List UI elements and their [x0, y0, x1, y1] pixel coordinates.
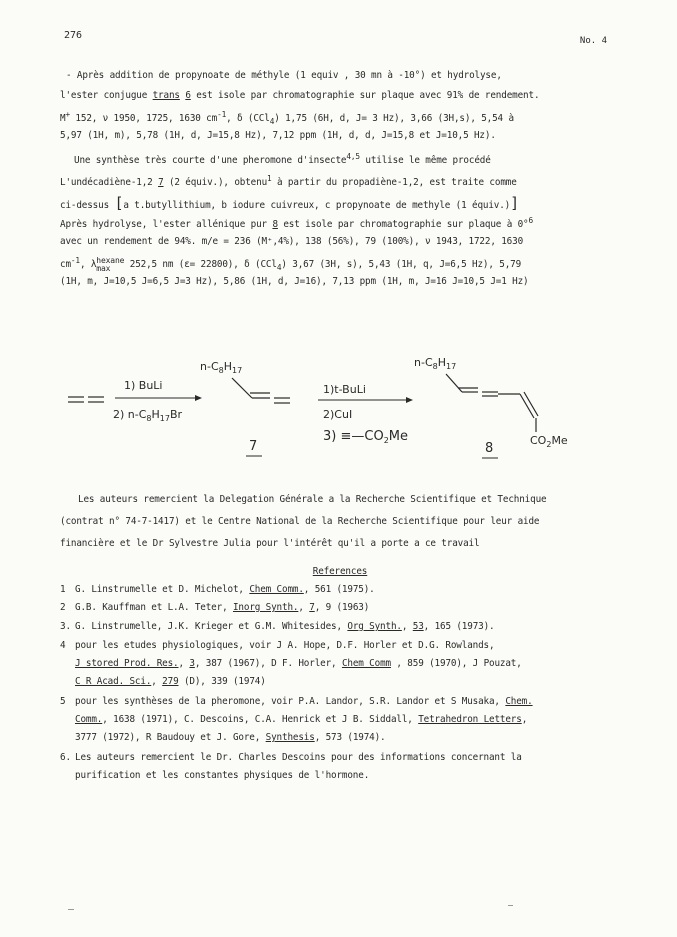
ref-4-pages-3: (D), 339 (1974) — [178, 676, 266, 687]
sub2-sub1: 8 — [432, 362, 438, 371]
ref-4-line2 — [75, 658, 522, 669]
sub1-sub2: 17 — [232, 366, 243, 375]
allene-start — [68, 397, 104, 402]
compound-7-substituent — [200, 360, 242, 375]
ref-2-text — [75, 602, 369, 613]
p2-line4-post: est isole par chromatographie sur plaque à 0° — [277, 219, 529, 231]
ref-4-mid: , 387 (1967), D F. Horler, — [194, 658, 342, 669]
p1-line2-pre: l'ester conjugue — [60, 90, 153, 101]
sub2-pre: n-C — [414, 356, 433, 369]
nmr2-solvent-sub: 4 — [276, 262, 282, 272]
ref-2-volume: 7 — [309, 602, 315, 613]
reaction-arrow-2 — [318, 397, 413, 403]
step1-reagent-2 — [113, 408, 183, 423]
compound-7-label: 7 — [249, 439, 258, 454]
p1-line1: - Après addition de propynoate de méthyle (1 equiv , 30 mn à -10°) et hydrolyse, — [66, 70, 502, 81]
p2-line2-post: à partir du propadiène-1,2, est traite comme — [271, 177, 517, 189]
ref-1: 1 — [267, 174, 272, 183]
ref-4-line3 — [75, 676, 266, 687]
mass-ion-charge: + — [65, 110, 70, 119]
step2-r3-sub: 2 — [383, 436, 389, 445]
ref-4-tail: , 859 (1970), J Pouzat, — [390, 658, 522, 669]
ref-3-num: 3. — [60, 621, 71, 632]
step2-r3-pre: 3) ≡—CO — [323, 429, 384, 444]
nmr-solvent-sub: 4 — [269, 116, 275, 126]
ref-5-num: 5 — [60, 696, 66, 707]
ref-5-pages: , 573 (1974). — [314, 732, 386, 743]
ref-5-mid: , 1638 (1971), C. Descoins, C.A. Henrick et J B. Siddall, — [102, 714, 419, 725]
reaction-arrow-1 — [115, 395, 202, 401]
sub2-mid: H — [437, 356, 446, 369]
ref-5-journal-3: Synthesis — [265, 732, 315, 743]
ref-6-line1: Les auteurs remercient le Dr. Charles Descoins pour des informations concernant la — [75, 752, 522, 763]
p2-line4-pre: Après hydrolyse, l'ester allénique pur — [60, 219, 273, 231]
mass-ion: M — [60, 113, 66, 125]
compound-8-ref: 8 — [272, 219, 278, 231]
ack-line1: Les auteurs remercient la Delegation Générale a la Recherche Scientifique et Technique — [78, 494, 547, 505]
p2-line2-pre: L'undécadiène-1,2 — [60, 177, 159, 189]
ref-6-num: 6. — [60, 752, 71, 763]
ref-1-pages: , 561 (1975). — [303, 584, 375, 595]
ref-4-journal-2: Chem Comm — [341, 658, 391, 669]
compound-7-ref: 7 — [158, 177, 164, 189]
trans-term: trans — [152, 90, 180, 101]
ref-4-sep-3: , — [151, 676, 163, 687]
ref-4-volume-1: 3 — [189, 658, 195, 669]
ref-4-volume-3: 279 — [162, 676, 179, 687]
p2-line1-post: utilise le même procédé — [359, 155, 491, 167]
p1-line4: 5,97 (1H, m), 5,78 (1H, d, J=15,8 Hz), 7,12 ppm (1H, d, d, J=15,8 et J=10,5 Hz). — [60, 130, 496, 141]
ref-5-line2 — [75, 714, 527, 725]
p2-line6-a: cm — [60, 259, 71, 271]
ack-line3: financière et le Dr Sylvestre Julia pour l'intérêt qu'il a porte a ce travail — [60, 538, 480, 549]
ref-2-sep: , — [298, 602, 310, 613]
uv-data: 252,5 nm (ε= 22800), δ (CCl — [124, 259, 277, 271]
ref-4-journal-1: J stored Prod. Res. — [75, 658, 179, 669]
compound-6-ref: 6 — [185, 90, 191, 101]
ref-1-authors: G. Linstrumelle et D. Michelot, — [75, 584, 250, 595]
step1-r2-pre: 2) n-C — [113, 408, 147, 421]
ref-2-journal: Inorg Synth. — [232, 602, 299, 613]
sub2-sub2: 17 — [446, 362, 457, 371]
uv-lambda: , λ — [79, 259, 97, 271]
compound-8-label: 8 — [485, 441, 494, 456]
p2-line6-a-sup: -1 — [70, 256, 80, 265]
sub1-sub1: 8 — [218, 366, 224, 375]
bracket-close: ] — [510, 194, 520, 212]
p2-line3-pre: ci-dessus — [60, 200, 115, 211]
ref-3-volume: 53 — [412, 621, 424, 632]
step2-reagent-2: 2)CuI — [323, 408, 353, 421]
ref-5-journal-1a: Chem. — [505, 696, 533, 707]
scan-speck — [508, 905, 513, 906]
ref-3-authors: G. Linstrumelle, J.K. Krieger et G.M. Whitesides, — [75, 621, 348, 632]
ref-3-journal: Org Synth. — [347, 621, 402, 632]
page-number: 276 — [64, 30, 83, 41]
ref-4-5: 4,5 — [346, 152, 360, 161]
ref-4-line1: pour les etudes physiologiques, voir J A. Hope, D.F. Horler et D.G. Rowlands, — [75, 640, 495, 651]
scan-speck — [68, 909, 74, 910]
ref-1-text — [75, 584, 375, 595]
step2-reagent-3 — [323, 429, 408, 445]
references-title: References — [312, 566, 368, 577]
ack-line2: (contrat n° 74-7-1417) et le Centre National de la Recherche Scientifique pour leur aide — [60, 516, 540, 527]
ref-2-pages: , 9 (1963) — [314, 602, 370, 613]
journal-issue: No. 4 — [579, 36, 607, 46]
ref-3-text — [75, 621, 495, 632]
ref-1-num: 1 — [60, 584, 66, 595]
p2-line5: avec un rendement de 94%. m/e = 236 (M⁺,4%), 138 (56%), 79 (100%), ν 1943, 1722, 1630 — [60, 236, 524, 247]
ref-2-num: 2 — [60, 602, 66, 613]
compound-8-structure — [446, 374, 538, 432]
uv-max: max — [96, 263, 111, 273]
uv-solvent: hexane — [96, 255, 125, 265]
compound-8-substituent — [414, 356, 456, 371]
ref-6-line2: purification et les constantes physiques de l'hormone. — [75, 770, 370, 781]
ref-1-journal: Chem Comm. — [249, 584, 304, 595]
ref-5-journal-1b: Comm. — [75, 714, 103, 725]
p2-line1-pre: Une synthèse très courte d'une pheromone d'insecte — [74, 155, 347, 167]
p2-line7: (1H, m, J=10,5 J=6,5 J=3 Hz), 5,86 (1H, d, J=16), 7,13 ppm (1H, m, J=16 J=10,5 J=1 Hz) — [60, 276, 529, 287]
step1-reagent-1: 1) BuLi — [124, 379, 163, 392]
ref-5-tail: 3777 (1972), R Baudouy et J. Gore, — [75, 732, 266, 743]
ester-post: Me — [551, 434, 568, 447]
step1-r2-post: Br — [169, 408, 183, 421]
p1-line2-post: est isole par chromatographie sur plaque avec 91% de rendement. — [190, 90, 540, 101]
sub1-pre: n-C — [200, 360, 219, 373]
ref-5-line3 — [75, 732, 386, 743]
ester-sub: 2 — [546, 440, 552, 449]
ester-group — [530, 434, 568, 449]
nmr2-data: ) 3,67 (3H, s), 5,43 (1H, q, J=6,5 Hz), 5,79 — [281, 259, 522, 271]
step1-r2-sub2: 17 — [159, 414, 170, 423]
ir-unit-exp: -1 — [217, 110, 227, 119]
ref-3-pages: , 165 (1973). — [423, 621, 495, 632]
nmr-data: ) 1,75 (6H, d, J= 3 Hz), 3,66 (3H,s), 5,54 à — [274, 113, 514, 125]
step2-reagent-1: 1)t-BuLi — [323, 383, 366, 396]
compound-7-structure — [232, 378, 290, 403]
ref-2-authors: G.B. Kauffman et L.A. Teter, — [75, 602, 233, 613]
bracket-open: [ — [114, 194, 124, 212]
step1-r2-sub1: 8 — [146, 414, 152, 423]
ref-5-sep: , — [521, 714, 528, 725]
nmr-solvent: , δ (CCl — [226, 113, 270, 125]
ref-5-line1 — [75, 696, 533, 707]
ref-5-journal-2: Tetrahedron Letters — [418, 714, 522, 725]
reagent-list: a t.butyllithium, b iodure cuivreux, c propynoate de methyle (1 équiv.) — [123, 200, 511, 211]
ref-4-num: 4 — [60, 640, 66, 651]
ref-4-journal-3: C R Acad. Sci. — [75, 676, 152, 687]
step2-r3-post: Me — [388, 429, 408, 444]
ref-3-sep: , — [401, 621, 413, 632]
ester-pre: CO — [530, 434, 547, 447]
ir-data: 152, ν 1950, 1725, 1630 cm — [69, 113, 218, 125]
sub1-mid: H — [223, 360, 232, 373]
ref-5-authors: pour les synthèses de la pheromone, voir P.A. Landor, S.R. Landor et S Musaka, — [75, 696, 506, 707]
ref-4-sep-1: , — [178, 658, 190, 669]
step1-r2-mid: H — [151, 408, 160, 421]
ref-6: 6 — [528, 216, 534, 225]
p2-line2-mid: (2 équiv.), obtenu — [163, 177, 268, 189]
